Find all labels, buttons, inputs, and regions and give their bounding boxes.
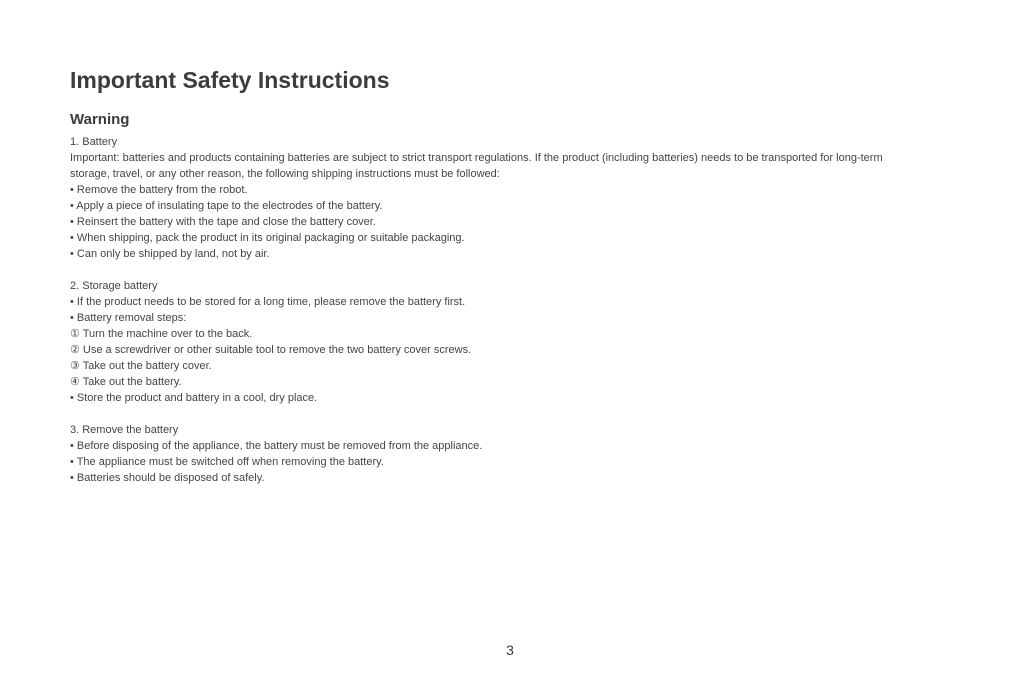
paragraph: Important: batteries and products containing batteries are subject to strict transport regulations. If the product (including batteries) needs to be transported for long-term storage, travel, or any other reason, the following shipping instructions must be followed: <box>70 152 883 180</box>
list-item: • Batteries should be disposed of safely. <box>70 472 265 484</box>
page-number: 3 <box>506 642 514 658</box>
list-item: • Reinsert the battery with the tape and close the battery cover. <box>70 216 376 228</box>
section-spacer <box>70 262 950 278</box>
section-heading: 3. Remove the battery <box>70 424 179 436</box>
section-spacer <box>70 406 950 422</box>
section-storage-battery <box>70 278 950 406</box>
list-item: • Store the product and battery in a cool, dry place. <box>70 392 318 404</box>
section-battery <box>70 134 950 262</box>
list-item: • The appliance must be switched off when removing the battery. <box>70 456 384 468</box>
document-page <box>70 64 950 486</box>
step-item: ① Turn the machine over to the back. <box>70 328 253 340</box>
step-item: ② Use a screwdriver or other suitable tool to remove the two battery cover screws. <box>70 344 472 356</box>
list-item: • Remove the battery from the robot. <box>70 184 248 196</box>
step-item: ③ Take out the battery cover. <box>70 360 212 372</box>
section-heading: 2. Storage battery <box>70 280 158 292</box>
list-item: • Before disposing of the appliance, the battery must be removed from the appliance. <box>70 440 483 452</box>
step-item: ④ Take out the battery. <box>70 376 182 388</box>
list-item: • When shipping, pack the product in its original packaging or suitable packaging. <box>70 232 465 244</box>
page-title: Important Safety Instructions <box>70 67 390 93</box>
list-item: • Apply a piece of insulating tape to the electrodes of the battery. <box>70 200 383 212</box>
list-item: • If the product needs to be stored for a long time, please remove the battery first. <box>70 296 466 308</box>
list-item: • Battery removal steps: <box>70 312 187 324</box>
warning-heading: Warning <box>70 111 130 128</box>
section-remove-battery <box>70 422 950 486</box>
section-heading: 1. Battery <box>70 136 118 148</box>
list-item: • Can only be shipped by land, not by air. <box>70 248 270 260</box>
